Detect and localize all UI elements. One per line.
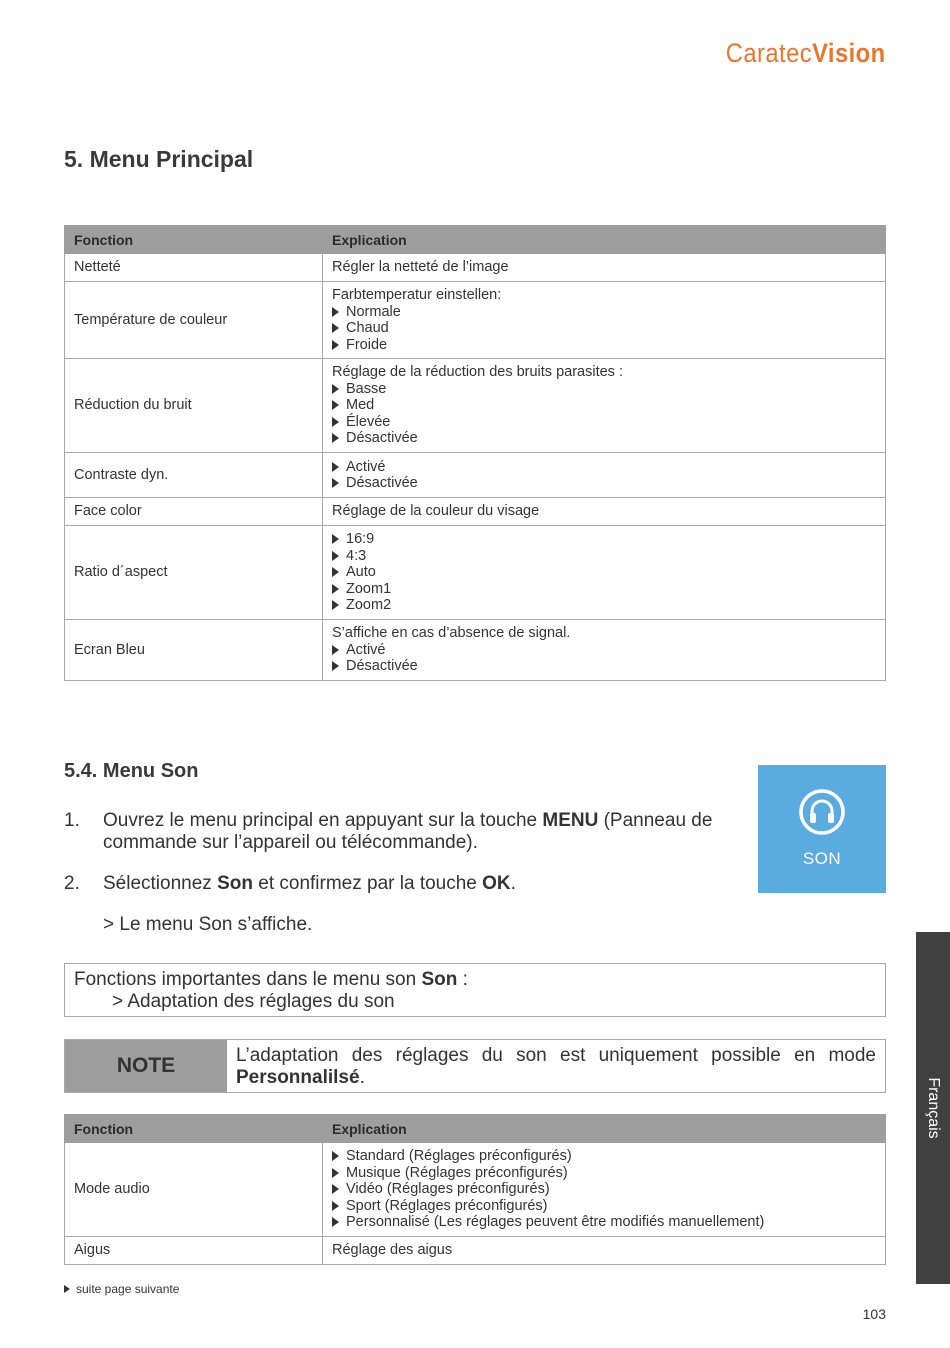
table-row (65, 359, 886, 453)
cell-explication (323, 498, 886, 526)
function-table-main (64, 225, 886, 681)
option-item (332, 381, 876, 398)
cell-fonction: Netteté (65, 254, 323, 282)
step-result (64, 914, 724, 936)
son-menu-tile (758, 765, 886, 893)
functions-box-text: Fonctions importantes dans le menu son (74, 969, 422, 990)
option-label: Sport (Réglages préconfigurés) (346, 1197, 548, 1214)
triangle-bullet-icon (332, 567, 339, 577)
page-title: 5. Menu Principal (64, 146, 254, 172)
note-text-bold: Personnalilsé (236, 1067, 360, 1088)
cell-fonction: Face color (65, 498, 323, 526)
cell-explication (323, 359, 886, 453)
option-label: Med (346, 397, 375, 414)
table-row (65, 282, 886, 359)
note-text-end: . (359, 1067, 365, 1088)
option-label: Auto (346, 564, 376, 581)
table-row (65, 1143, 886, 1237)
option-label: Activé (346, 458, 386, 475)
functions-box-line2: > Adaptation des réglages du son (112, 991, 395, 1012)
option-label: Chaud (346, 320, 389, 336)
headphones-icon (799, 789, 845, 835)
option-item (332, 597, 876, 614)
triangle-bullet-icon (332, 584, 339, 594)
triangle-bullet-icon (332, 400, 339, 410)
footnote-text: suite page suivante (76, 1282, 180, 1296)
option-label: Élevée (346, 413, 391, 430)
functions-box (64, 963, 886, 1017)
brand-part2: Vision (812, 38, 886, 68)
triangle-bullet-icon (332, 384, 339, 394)
header-fonction: Fonction (65, 1115, 323, 1143)
step-key: MENU (542, 810, 599, 831)
son-tile-label: SON (802, 849, 842, 868)
option-label: Basse (346, 380, 387, 397)
language-tab (916, 932, 950, 1284)
option-item (332, 642, 876, 659)
cell-explication (323, 453, 886, 498)
cell-fonction: Ratio d´aspect (65, 526, 323, 620)
steps-list (64, 810, 724, 955)
triangle-bullet-icon (332, 433, 339, 443)
explication-intro: Farbtemperatur einstellen: (332, 287, 502, 303)
option-label: Froide (346, 336, 388, 353)
functions-box-bold: Son (421, 969, 458, 990)
note-tag: NOTE (65, 1040, 227, 1092)
triangle-bullet-icon (332, 1151, 339, 1161)
triangle-bullet-icon (332, 340, 339, 350)
step-key: OK (482, 873, 511, 894)
option-item (332, 1165, 876, 1182)
triangle-bullet-icon (332, 534, 339, 544)
step-text: Ouvrez le menu principal en appuyant sur la touche (103, 810, 543, 831)
option-item (332, 1148, 876, 1165)
cell-explication (323, 1143, 886, 1237)
header-explication: Explication (323, 226, 886, 254)
option-label: Personnalisé (Les réglages peuvent être modifiés manuellement) (346, 1214, 765, 1231)
option-label: 4:3 (346, 547, 367, 564)
option-label: Désactivée (346, 475, 418, 491)
table-row (65, 1237, 886, 1265)
cell-explication (323, 526, 886, 620)
step-2 (64, 873, 724, 895)
triangle-bullet-icon (332, 645, 339, 655)
step-text: et confirmez par la touche (252, 873, 483, 894)
note-box (64, 1039, 886, 1093)
triangle-bullet-icon (332, 307, 339, 317)
option-item (332, 581, 876, 598)
table-row (65, 526, 886, 620)
page-number: 103 (862, 1306, 886, 1322)
option-item (332, 1198, 876, 1215)
option-item (332, 564, 876, 581)
option-item (332, 548, 876, 565)
brand-part1: Caratec (726, 38, 813, 68)
explication-intro: Réglage des aigus (332, 1242, 453, 1259)
brand-logo (726, 38, 886, 69)
function-table-sound (64, 1114, 886, 1265)
option-label: Musique (Réglages préconfigurés) (346, 1164, 568, 1181)
header-fonction: Fonction (65, 226, 323, 254)
step-text: . (510, 873, 516, 894)
cell-explication (323, 282, 886, 359)
cell-explication (323, 254, 886, 282)
option-label: 16:9 (346, 531, 375, 548)
note-text-body: L’adaptation des réglages du son est uniquement possible en mode (236, 1045, 876, 1066)
cell-fonction: Mode audio (65, 1143, 323, 1237)
option-label: Zoom2 (346, 597, 392, 614)
cell-explication (323, 620, 886, 681)
explication-intro: Réglage de la réduction des bruits parasites : (332, 364, 623, 381)
triangle-bullet-icon (332, 478, 339, 488)
header-explication: Explication (323, 1115, 886, 1143)
step-text: Sélectionnez (103, 873, 218, 894)
option-item (332, 475, 876, 492)
explication-intro: S’affiche en cas d’absence de signal. (332, 625, 571, 642)
language-tab-label: Français (925, 1077, 942, 1139)
cell-fonction: Température de couleur (65, 282, 323, 359)
triangle-bullet-icon (332, 1201, 339, 1211)
option-item (332, 531, 876, 548)
option-item (332, 430, 876, 447)
triangle-bullet-icon (332, 1168, 339, 1178)
option-item (332, 397, 876, 414)
step-1 (64, 810, 724, 854)
cell-fonction: Contraste dyn. (65, 453, 323, 498)
option-item (332, 414, 876, 431)
option-item (332, 304, 876, 321)
option-item (332, 459, 876, 476)
option-label: Vidéo (Réglages préconfigurés) (346, 1181, 550, 1198)
triangle-bullet-icon (332, 1217, 339, 1227)
cell-fonction: Réduction du bruit (65, 359, 323, 453)
option-label: Désactivée (346, 430, 418, 447)
option-label: Zoom1 (346, 580, 392, 597)
note-text (236, 1045, 876, 1089)
table-row (65, 498, 886, 526)
footnote (64, 1282, 179, 1296)
cell-fonction: Ecran Bleu (65, 620, 323, 681)
triangle-bullet-icon (332, 661, 339, 671)
table-row (65, 453, 886, 498)
triangle-bullet-icon (332, 1184, 339, 1194)
triangle-bullet-icon (332, 600, 339, 610)
explication-intro: Régler la netteté de l’image (332, 259, 509, 276)
option-item (332, 1181, 876, 1198)
option-item (332, 658, 876, 675)
option-label: Standard (Réglages préconfigurés) (346, 1148, 572, 1165)
step-number: 2. (64, 873, 80, 894)
option-item (332, 320, 876, 337)
option-item (332, 337, 876, 354)
triangle-bullet-icon (332, 417, 339, 427)
step-key: Son (217, 873, 253, 894)
option-label: Normale (346, 303, 401, 320)
triangle-bullet-icon (332, 551, 339, 561)
triangle-bullet-icon (332, 323, 339, 333)
option-label: Activé (346, 641, 386, 658)
option-item (332, 1214, 876, 1231)
explication-intro: Réglage de la couleur du visage (332, 503, 540, 520)
step-number: 1. (64, 810, 80, 831)
cell-explication (323, 1237, 886, 1265)
table-row (65, 254, 886, 282)
section-title: 5.4. Menu Son (64, 760, 199, 782)
functions-box-line1 (74, 969, 468, 991)
step-text: (Panneau de commande sur l’appareil ou télécommande). (103, 810, 713, 853)
triangle-bullet-icon (332, 462, 339, 472)
table-row (65, 620, 886, 681)
triangle-bullet-icon (64, 1285, 70, 1293)
option-label: Désactivée (346, 658, 418, 675)
cell-fonction: Aigus (65, 1237, 323, 1265)
functions-box-end: : (457, 969, 468, 990)
result-text: > Le menu Son s’affiche. (103, 914, 313, 935)
